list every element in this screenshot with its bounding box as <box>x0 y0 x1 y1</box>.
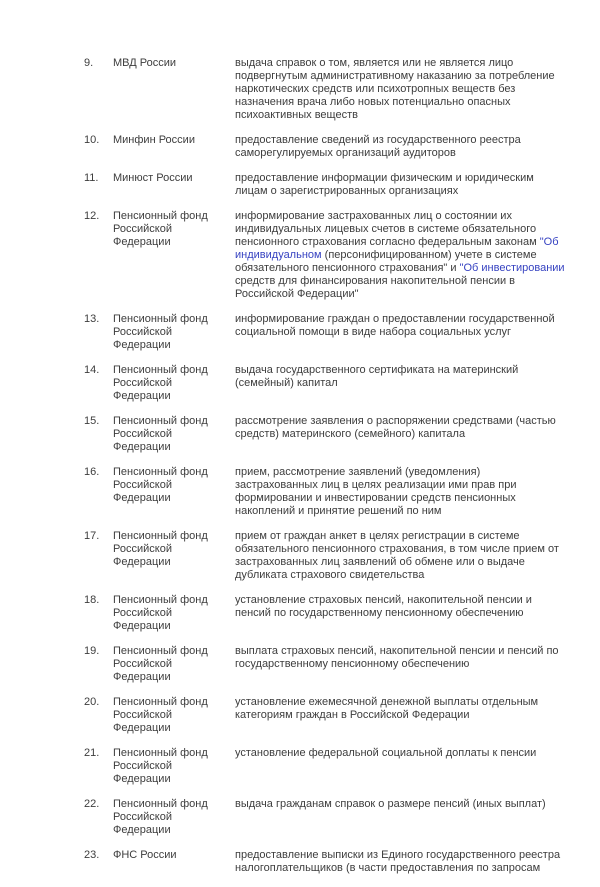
service-description <box>235 530 566 582</box>
row-number: 18. <box>84 594 100 606</box>
row-number: 12. <box>84 210 100 222</box>
service-description <box>235 415 566 441</box>
description-text: прием от граждан анкет в целях регистрации в системе обязательного пенсионного страхования, в том числе прием от застрахованных лиц заявлений об обмене или о выдаче дубликата страхового свидетельства <box>235 530 559 581</box>
agency-name: ФНС России <box>113 849 177 861</box>
service-description <box>235 364 566 390</box>
service-description <box>235 313 566 339</box>
table-row <box>84 134 566 160</box>
agency-name: Пенсионный фонд Российской Федерации <box>113 696 208 734</box>
table-row <box>84 645 566 684</box>
row-number: 23. <box>84 849 100 861</box>
description-text: выплата страховых пенсий, накопительной пенсии и пенсий по государственному пенсионному обеспечению <box>235 645 559 670</box>
description-text: выдача справок о том, является или не является лицо подвергнутым административному наказанию за потребление наркотических средств или психотропных веществ без назначения врача либо новых потенциально опасных психоактивных веществ <box>235 57 555 121</box>
row-number: 16. <box>84 466 100 478</box>
service-description <box>235 645 566 671</box>
description-text: средств для финансирования накопительной пенсии в Российской Федерации" <box>235 275 516 300</box>
description-text: предоставление выписки из Единого государственного реестра налогоплательщиков (в части предоставления по запросам <box>235 849 561 874</box>
row-number: 11. <box>84 172 99 184</box>
description-text: установление страховых пенсий, накопительной пенсии и пенсий по государственному пенсионному обеспечению <box>235 594 532 619</box>
service-description <box>235 172 566 198</box>
service-description <box>235 466 566 518</box>
law-link[interactable]: "Об инвестировании <box>459 262 565 274</box>
service-description <box>235 696 566 722</box>
table-row <box>84 696 566 735</box>
description-text: предоставление сведений из государственного реестра саморегулируемых организаций аудиторов <box>235 134 521 159</box>
table-row <box>84 172 566 198</box>
description-text: выдача гражданам справок о размере пенсий (иных выплат) <box>235 798 546 810</box>
description-text: установление ежемесячной денежной выплаты отдельным категориям граждан в Российской Федерации <box>235 696 539 721</box>
agency-name: Пенсионный фонд Российской Федерации <box>113 313 208 351</box>
table-row <box>84 530 566 582</box>
row-number: 15. <box>84 415 100 427</box>
service-description <box>235 57 566 122</box>
description-text: прием, рассмотрение заявлений (уведомления) застрахованных лиц в целях реализации ими прав при формировании и инвестировании средств пенсионных накоплений и принятие решений по ним <box>235 466 517 517</box>
agency-name: Пенсионный фонд Российской Федерации <box>113 210 208 248</box>
table-row <box>84 798 566 837</box>
row-number: 9. <box>84 57 94 69</box>
row-number: 21. <box>84 747 100 759</box>
service-description <box>235 747 566 760</box>
agency-name: Минфин России <box>113 134 195 146</box>
description-text: рассмотрение заявления о распоряжении средствами (частью средств) материнского (семейного) капитала <box>235 415 556 440</box>
row-number: 10. <box>84 134 100 146</box>
row-number: 22. <box>84 798 100 810</box>
agency-name: Пенсионный фонд Российской Федерации <box>113 798 208 836</box>
agency-name: Пенсионный фонд Российской Федерации <box>113 364 208 402</box>
row-number: 17. <box>84 530 100 542</box>
row-number: 19. <box>84 645 100 657</box>
table-row <box>84 415 566 454</box>
description-text: предоставление информации физическим и юридическим лицам о зарегистрированных организациях <box>235 172 534 197</box>
description-text: информирование граждан о предоставлении государственной социальной помощи в виде набора социальных услуг <box>235 313 555 338</box>
table-row <box>84 466 566 518</box>
description-text: (персонифицированном) учете в системе обязательного пенсионного страхования" и <box>235 249 537 274</box>
service-description <box>235 849 566 875</box>
agency-name: Пенсионный фонд Российской Федерации <box>113 594 208 632</box>
agency-name: Минюст России <box>113 172 193 184</box>
service-description <box>235 594 566 620</box>
table-row <box>84 849 566 875</box>
agency-name: Пенсионный фонд Российской Федерации <box>113 415 208 453</box>
description-text: выдача государственного сертификата на материнский (семейный) капитал <box>235 364 519 389</box>
law-link[interactable]: "Об индивидуальном <box>235 236 559 261</box>
agency-name: МВД России <box>113 57 177 69</box>
service-description <box>235 798 566 811</box>
agency-name: Пенсионный фонд Российской Федерации <box>113 466 208 504</box>
agency-name: Пенсионный фонд Российской Федерации <box>113 645 208 683</box>
row-number: 13. <box>84 313 100 325</box>
description-text: информирование застрахованных лиц о состоянии их индивидуальных лицевых счетов в системе обязательного пенсионного страхования согласно федеральным законам <box>235 210 540 248</box>
row-number: 14. <box>84 364 100 376</box>
table-row <box>84 747 566 786</box>
table-row <box>84 364 566 403</box>
description-text: установление федеральной социальной доплаты к пенсии <box>235 747 537 759</box>
agency-name: Пенсионный фонд Российской Федерации <box>113 747 208 785</box>
service-description <box>235 210 566 301</box>
table-row <box>84 594 566 633</box>
row-number: 20. <box>84 696 100 708</box>
table-row <box>84 210 566 301</box>
service-description <box>235 134 566 160</box>
agency-name: Пенсионный фонд Российской Федерации <box>113 530 208 568</box>
services-table <box>84 57 566 887</box>
table-row <box>84 313 566 352</box>
table-row <box>84 57 566 122</box>
